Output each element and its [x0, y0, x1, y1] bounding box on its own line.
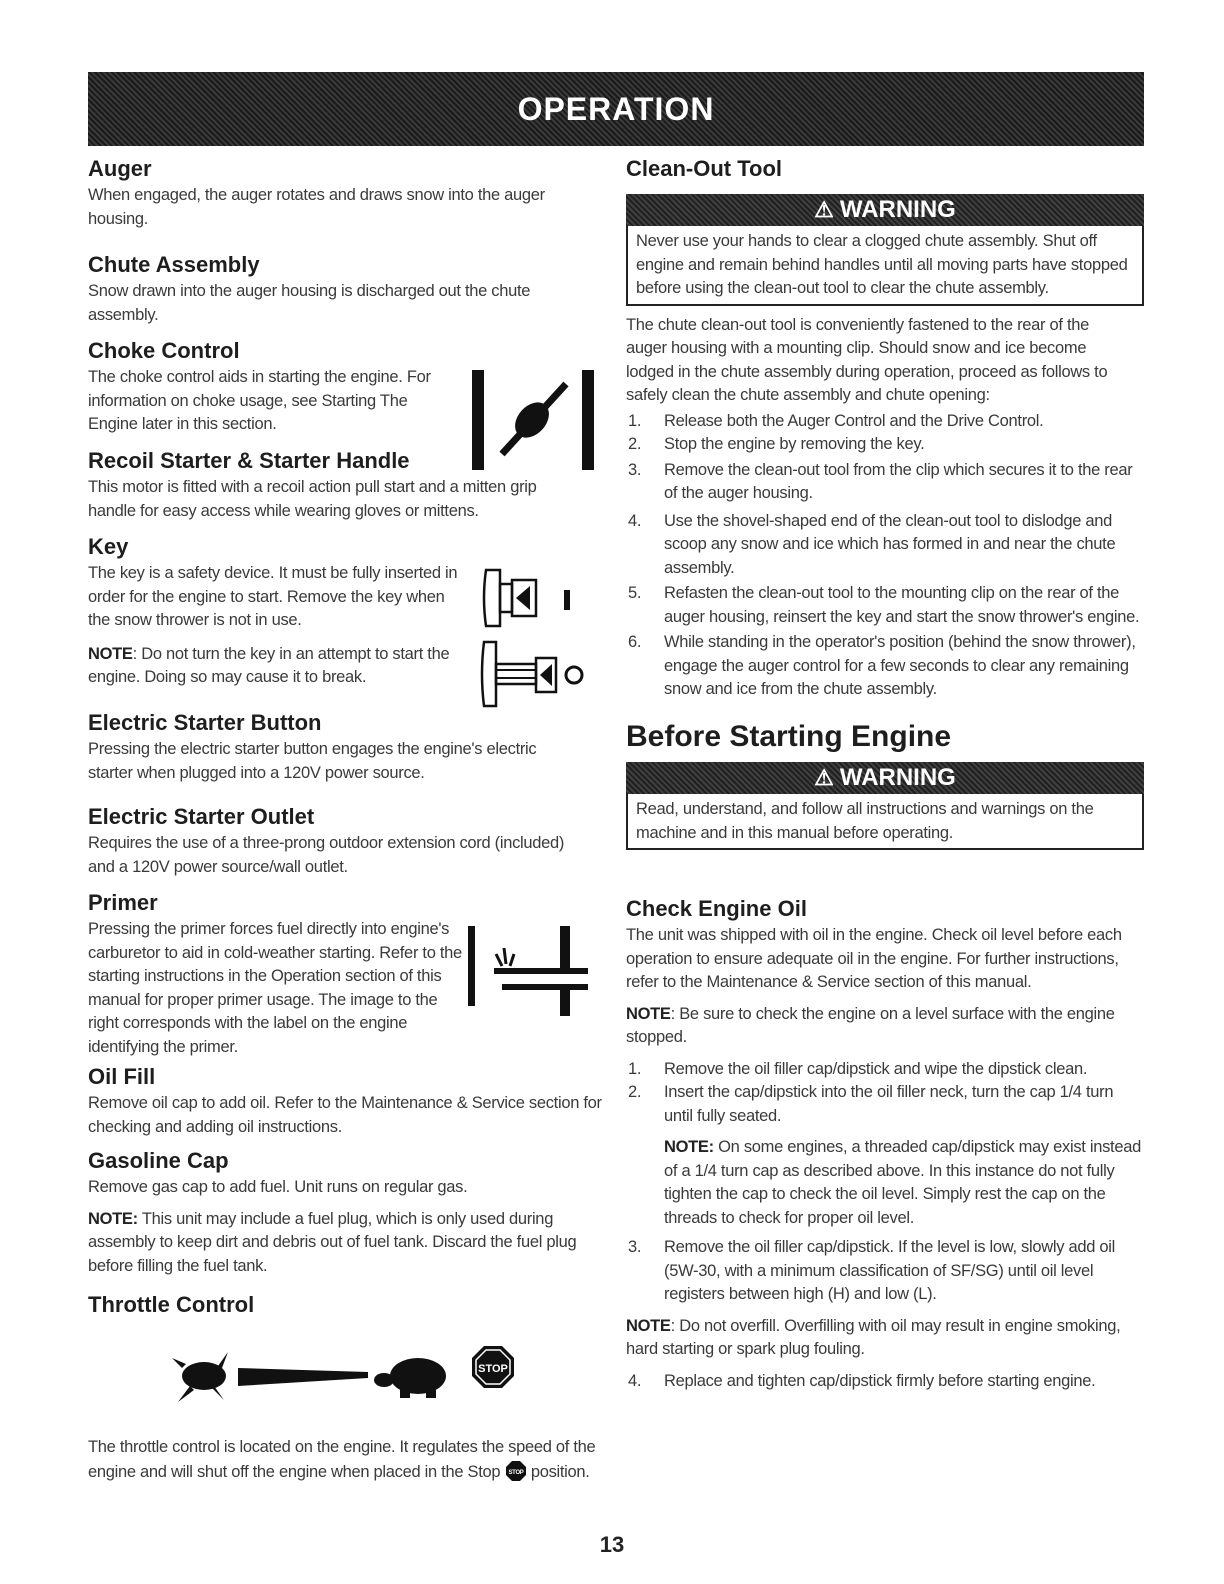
before-warning-box	[626, 794, 1144, 850]
throttle-text	[88, 1436, 603, 1484]
throttle-text-main: The throttle control is located on the engine. It regulates the speed of the engine and will shut off the engine when placed in the Stop	[88, 1438, 596, 1481]
esb-section	[88, 710, 568, 785]
checkoil-section	[626, 896, 1146, 1393]
checkoil-note3: NOTE: Do not overfill. Overfilling with oil may result in engine smoking, hard starting or spark plug fouling.	[626, 1316, 1121, 1358]
list-item: 1. Remove the oil filler cap/dipstick and wipe the dipstick clean.	[628, 1059, 1088, 1078]
eso-heading: Electric Starter Outlet	[88, 804, 315, 829]
gas-note	[88, 1208, 603, 1279]
page-number: 13	[599, 1532, 625, 1557]
throttle-text-block	[88, 1434, 603, 1484]
cleanout-warning-text: Never use your hands to clear a clogged chute assembly. Shut off engine and remain behind handles until all moving parts have stopped before using the clean-out tool to clear the chute assembly.	[636, 232, 1128, 297]
key-note-text: : Do not turn the key in an attempt to start the engine. Doing so may cause it to break.	[88, 644, 450, 686]
list-item: 2. Insert the cap/dipstick into the oil filler neck, turn the cap 1/4 turn until fully seated.	[628, 1083, 1114, 1125]
oil-fill-text: Remove oil cap to add oil. Refer to the Maintenance & Service section for checking and adding oil instructions.	[88, 1094, 602, 1136]
gas-note-label: NOTE:	[88, 1209, 138, 1228]
eso-section	[88, 804, 608, 879]
right-column	[626, 150, 1146, 1530]
list-item: 6. While standing in the operator's position (behind the snow thrower), engage the auger control for a few seconds to clear any remaining snow and ice from the chute assembly.	[628, 633, 1136, 698]
gas-section	[88, 1148, 603, 1278]
choke-heading: Choke Control	[88, 338, 240, 363]
stop-icon	[472, 1346, 514, 1388]
choke-text: The choke control aids in starting the engine. For information on choke usage, see Starting The Engine later in this section.	[88, 368, 431, 433]
gas-note-text: This unit may include a fuel plug, which is only used during assembly to keep dirt and debris out of fuel tank. Discard the fuel plug before filling the fuel tank.	[88, 1209, 577, 1275]
key-section	[88, 534, 458, 690]
oil-fill-heading: Oil Fill	[88, 1064, 156, 1089]
svg-text:STOP: STOP	[478, 1363, 508, 1375]
esb-text: Pressing the electric starter button engages the engine's electric starter when plugged into a 120V power source.	[88, 740, 537, 782]
primer-heading: Primer	[88, 890, 158, 915]
svg-text:STOP: STOP	[508, 1469, 524, 1476]
stop-inline-icon	[505, 1460, 527, 1482]
cleanout-heading: Clean-Out Tool	[626, 156, 783, 181]
cleanout-warning-title: WARNING	[839, 196, 956, 223]
auger-text: When engaged, the auger rotates and draws snow into the auger housing.	[88, 186, 545, 228]
recoil-heading: Recoil Starter & Starter Handle	[88, 448, 410, 473]
chute-text: Snow drawn into the auger housing is discharged out the chute assembly.	[88, 282, 531, 324]
checkoil-heading: Check Engine Oil	[626, 896, 807, 921]
before-section	[626, 720, 1146, 850]
checkoil-steps-end	[626, 1370, 1146, 1394]
left-column	[88, 150, 603, 1530]
warning-triangle-icon: ⚠	[814, 197, 834, 222]
primer-section	[88, 890, 466, 1059]
rabbit-fast-icon	[172, 1352, 228, 1402]
recoil-section	[88, 448, 608, 523]
throttle-section	[88, 1292, 603, 1318]
throttle-icon	[168, 1328, 528, 1418]
recoil-text: This motor is fitted with a recoil action pull start and a mitten grip handle for easy access while wearing gloves or mittens.	[88, 478, 537, 520]
list-item: 3. Remove the oil filler cap/dipstick. If the level is low, slowly add oil (5W-30, with a minimum classification of SF/SG) until oil level registers between high (H) and low (L).	[628, 1238, 1115, 1303]
auger-heading: Auger	[88, 156, 152, 181]
cleanout-section	[626, 156, 1146, 702]
cleanout-intro: The chute clean-out tool is conveniently fastened to the rear of the auger housing with a mounting clip. Should snow and ice become lodged in the chute assembly during operation, proceed as follows to safely clean the chute assembly and chute opening:	[626, 315, 1108, 404]
list-item: 4. Replace and tighten cap/dipstick firmly before starting engine.	[628, 1371, 1096, 1390]
before-warning-title: WARNING	[839, 764, 956, 791]
esb-heading: Electric Starter Button	[88, 710, 322, 735]
choke-section	[88, 338, 458, 437]
checkoil-steps-cont	[626, 1236, 1146, 1307]
list-item: 1. Release both the Auger Control and the Drive Control.	[628, 411, 1044, 430]
list-item: 2. Stop the engine by removing the key.	[628, 435, 925, 453]
key-off-icon	[478, 560, 578, 636]
warning-triangle-icon: ⚠	[814, 765, 834, 790]
eso-text: Requires the use of a three-prong outdoor extension cord (included) and a 120V power source/wall outlet.	[88, 834, 565, 876]
before-warning-bar	[626, 762, 1144, 794]
primer-text: Pressing the primer forces fuel directly into engine's carburetor to aid in cold-weather starting. Refer to the starting instructions in the Operation section of this manual for proper primer usage. The image to the right corresponds with the label on the engine identifying the primer.	[88, 920, 462, 1056]
cleanout-warning	[626, 194, 1144, 306]
key-note	[88, 643, 458, 690]
list-item: 5. Refasten the clean-out tool to the mounting clip on the rear of the auger housing, reinsert the key and start the snow thrower's engine.	[628, 584, 1140, 626]
primer-icon	[468, 926, 598, 1026]
key-on-icon	[478, 636, 588, 712]
chute-heading: Chute Assembly	[88, 252, 260, 277]
throttle-heading: Throttle Control	[88, 1292, 255, 1317]
cleanout-warning-bar	[626, 194, 1144, 226]
before-warning	[626, 762, 1144, 850]
turtle-slow-icon	[374, 1358, 446, 1398]
throttle-text-end: position.	[530, 1462, 590, 1481]
section-title: OPERATION	[517, 90, 715, 127]
chute-section	[88, 252, 558, 327]
checkoil-note2: NOTE: On some engines, a threaded cap/dipstick may exist instead of a 1/4 turn cap as described above. In this instance do not fully tighten the cap to check the oil level. Simply rest the cap on the threads to check for proper oil level.	[664, 1138, 1141, 1227]
gas-text: Remove gas cap to add fuel. Unit runs on regular gas.	[88, 1178, 468, 1196]
cleanout-warning-box	[626, 226, 1144, 306]
before-warning-text: Read, understand, and follow all instructions and warnings on the machine and in this manual before operating.	[636, 800, 1094, 842]
section-banner	[88, 72, 1144, 146]
checkoil-text: The unit was shipped with oil in the engine. Check oil level before each operation to ensure adequate oil in the engine. For further instructions, refer to the Maintenance & Service section of this manual.	[626, 926, 1122, 991]
key-text: The key is a safety device. It must be fully inserted in order for the engine to start. Remove the key when the snow thrower is not in use.	[88, 564, 458, 629]
list-item: 4. Use the shovel-shaped end of the clean-out tool to dislodge and scoop any snow and ice which has formed in and near the chute assembly.	[628, 511, 1116, 577]
oil-fill-section	[88, 1064, 603, 1139]
auger-section	[88, 156, 568, 231]
checkoil-note1: NOTE: Be sure to check the engine on a level surface with the engine stopped.	[626, 1004, 1115, 1046]
cleanout-steps	[626, 410, 1141, 702]
gas-heading: Gasoline Cap	[88, 1148, 229, 1173]
checkoil-steps	[626, 1058, 1146, 1129]
list-item: 3. Remove the clean-out tool from the clip which secures it to the rear of the auger housing.	[628, 460, 1133, 502]
key-heading: Key	[88, 534, 129, 559]
before-heading: Before Starting Engine	[626, 720, 952, 753]
key-note-label: NOTE	[88, 644, 133, 663]
